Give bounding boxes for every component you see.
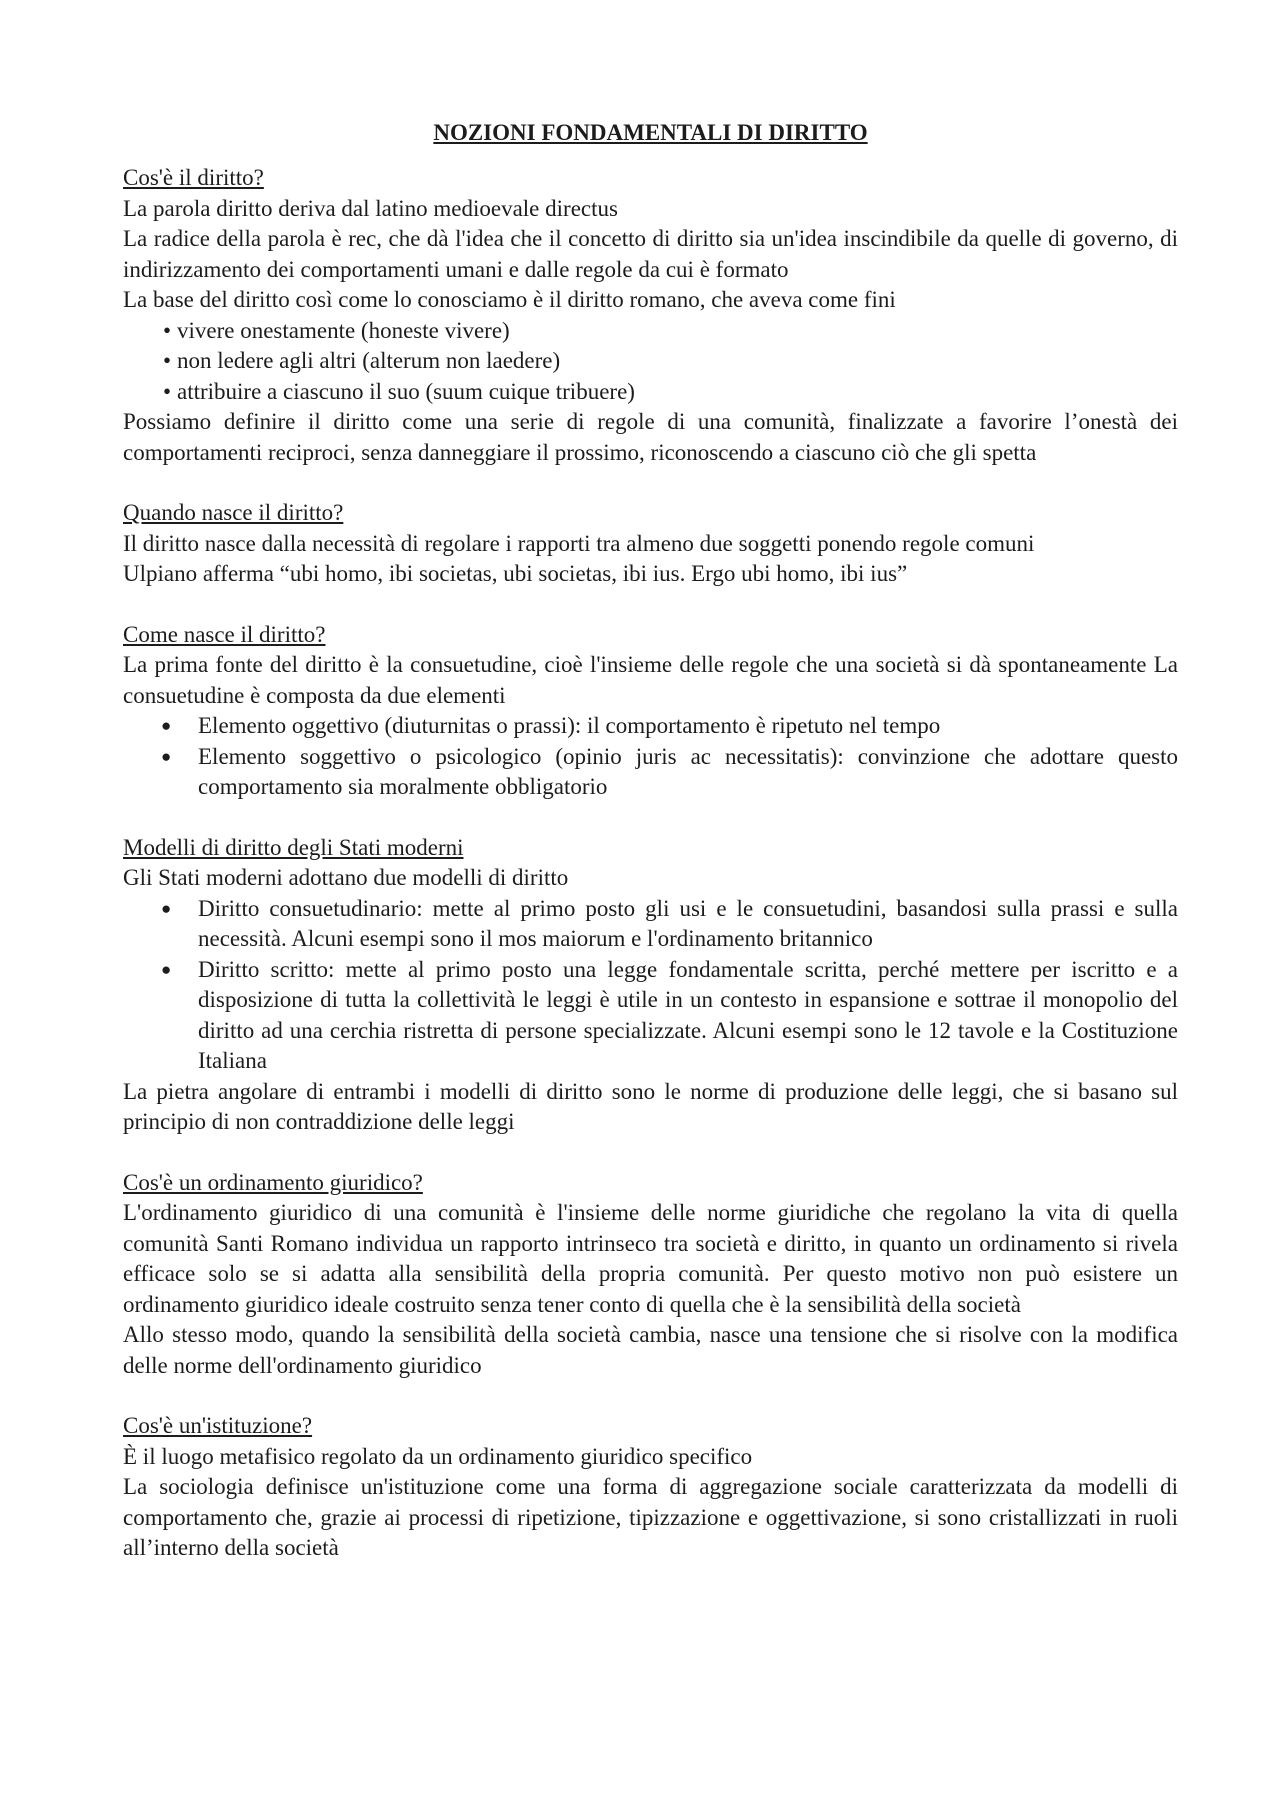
section-heading: Cos'è il diritto?: [123, 165, 264, 190]
list-item: • non ledere agli altri (alterum non laedere): [123, 346, 1178, 377]
list-item: ● Elemento soggettivo o psicologico (opinio juris ac necessitatis): convinzione che adottare questo comportamento sia moralmente obbligatorio: [123, 742, 1178, 803]
bullet-list: [123, 711, 1178, 803]
paragraph: La base del diritto così come lo conosciamo è il diritto romano, che aveva come fini: [123, 287, 896, 312]
section-cos-e-il-diritto: [123, 163, 1178, 468]
paragraph: La parola diritto deriva dal latino medioevale directus: [123, 195, 618, 221]
paragraph: L'ordinamento giuridico di una comunità è l'insieme delle norme giuridiche che regolano la vita di quella comunità Santi Romano individua un rapporto intrinseco tra società e diritto, in quanto un ordinamento si rivela efficace solo se si adatta alla sensibilità della propria comunità. Per questo motivo non può esistere un ordinamento giuridico ideale costruito senza tener conto di quella che è la sensibilità della società: [123, 1200, 1178, 1317]
paragraph: Gli Stati moderni adottano due modelli di diritto: [123, 865, 569, 890]
list-item: • vivere onestamente (honeste vivere): [123, 316, 1178, 347]
paragraph: Allo stesso modo, quando la sensibilità della società cambia, nasce una tensione che si risolve con la modifica delle norme dell'ordinamento giuridico: [123, 1322, 1178, 1378]
section-ordinamento-giuridico: [123, 1168, 1178, 1382]
section-heading: Quando nasce il diritto?: [123, 500, 344, 525]
paragraph: La pietra angolare di entrambi i modelli di diritto sono le norme di produzione delle leggi, che si basano sul principio di non contraddizione delle leggi: [123, 1078, 1178, 1134]
paragraph: È il luogo metafisico regolato da un ordinamento giuridico specifico: [123, 1443, 753, 1469]
document-page: [123, 118, 1178, 1594]
section-modelli-di-diritto: [123, 833, 1178, 1138]
section-quando-nasce: [123, 498, 1178, 590]
document-title: NOZIONI FONDAMENTALI DI DIRITTO: [433, 120, 868, 145]
bullet-list: [123, 316, 1178, 408]
section-heading: Cos'è un'istituzione?: [123, 1413, 313, 1438]
paragraph: La radice della parola è rec, che dà l'idea che il concetto di diritto sia un'idea inscindibile da quelle di governo, di indirizzamento dei comportamenti umani e dalle regole da cui è formato: [123, 226, 1178, 282]
paragraph: Possiamo definire il diritto come una serie di regole di una comunità, finalizzate a favorire l’onestà dei comportamenti reciproci, senza danneggiare il prossimo, riconoscendo a ciascuno ciò che gli spetta: [123, 409, 1178, 465]
bullet-list: [123, 894, 1178, 1077]
section-istituzione: [123, 1411, 1178, 1564]
section-come-nasce: [123, 620, 1178, 803]
paragraph: La prima fonte del diritto è la consuetudine, cioè l'insieme delle regole che una società si dà spontaneamente La consuetudine è composta da due elementi: [123, 652, 1178, 708]
list-item: ● Diritto scritto: mette al primo posto una legge fondamentale scritta, perché mettere per iscritto e a disposizione di tutta la collettività le leggi è utile in un contesto in espansione e sottrae il monopolio del diritto ad una cerchia ristretta di persone specializzate. Alcuni esempi sono le 12 tavole e la Costituzione Italiana: [123, 955, 1178, 1077]
list-item: ● Elemento oggettivo (diuturnitas o prassi): il comportamento è ripetuto nel tempo: [123, 711, 1178, 742]
list-item: • attribuire a ciascuno il suo (suum cuique tribuere): [123, 377, 1178, 408]
paragraph: La sociologia definisce un'istituzione come una forma di aggregazione sociale caratterizzata da modelli di comportamento che, grazie ai processi di ripetizione, tipizzazione e oggettivazione, si sono cristallizzati in ruoli all’interno della società: [123, 1474, 1178, 1560]
section-heading: Modelli di diritto degli Stati moderni: [123, 834, 464, 860]
paragraph: Ulpiano afferma “ubi homo, ibi societas, ubi societas, ibi ius. Ergo ubi homo, ibi ius”: [123, 561, 908, 586]
section-heading: Cos'è un ordinamento giuridico?: [123, 1169, 423, 1195]
list-item: ● Diritto consuetudinario: mette al primo posto gli usi e le consuetudini, basandosi sulla prassi e sulla necessità. Alcuni esempi sono il mos maiorum e l'ordinamento britannico: [123, 894, 1178, 955]
section-heading: Come nasce il diritto?: [123, 621, 326, 647]
paragraph: Il diritto nasce dalla necessità di regolare i rapporti tra almeno due soggetti ponendo regole comuni: [123, 530, 1035, 556]
